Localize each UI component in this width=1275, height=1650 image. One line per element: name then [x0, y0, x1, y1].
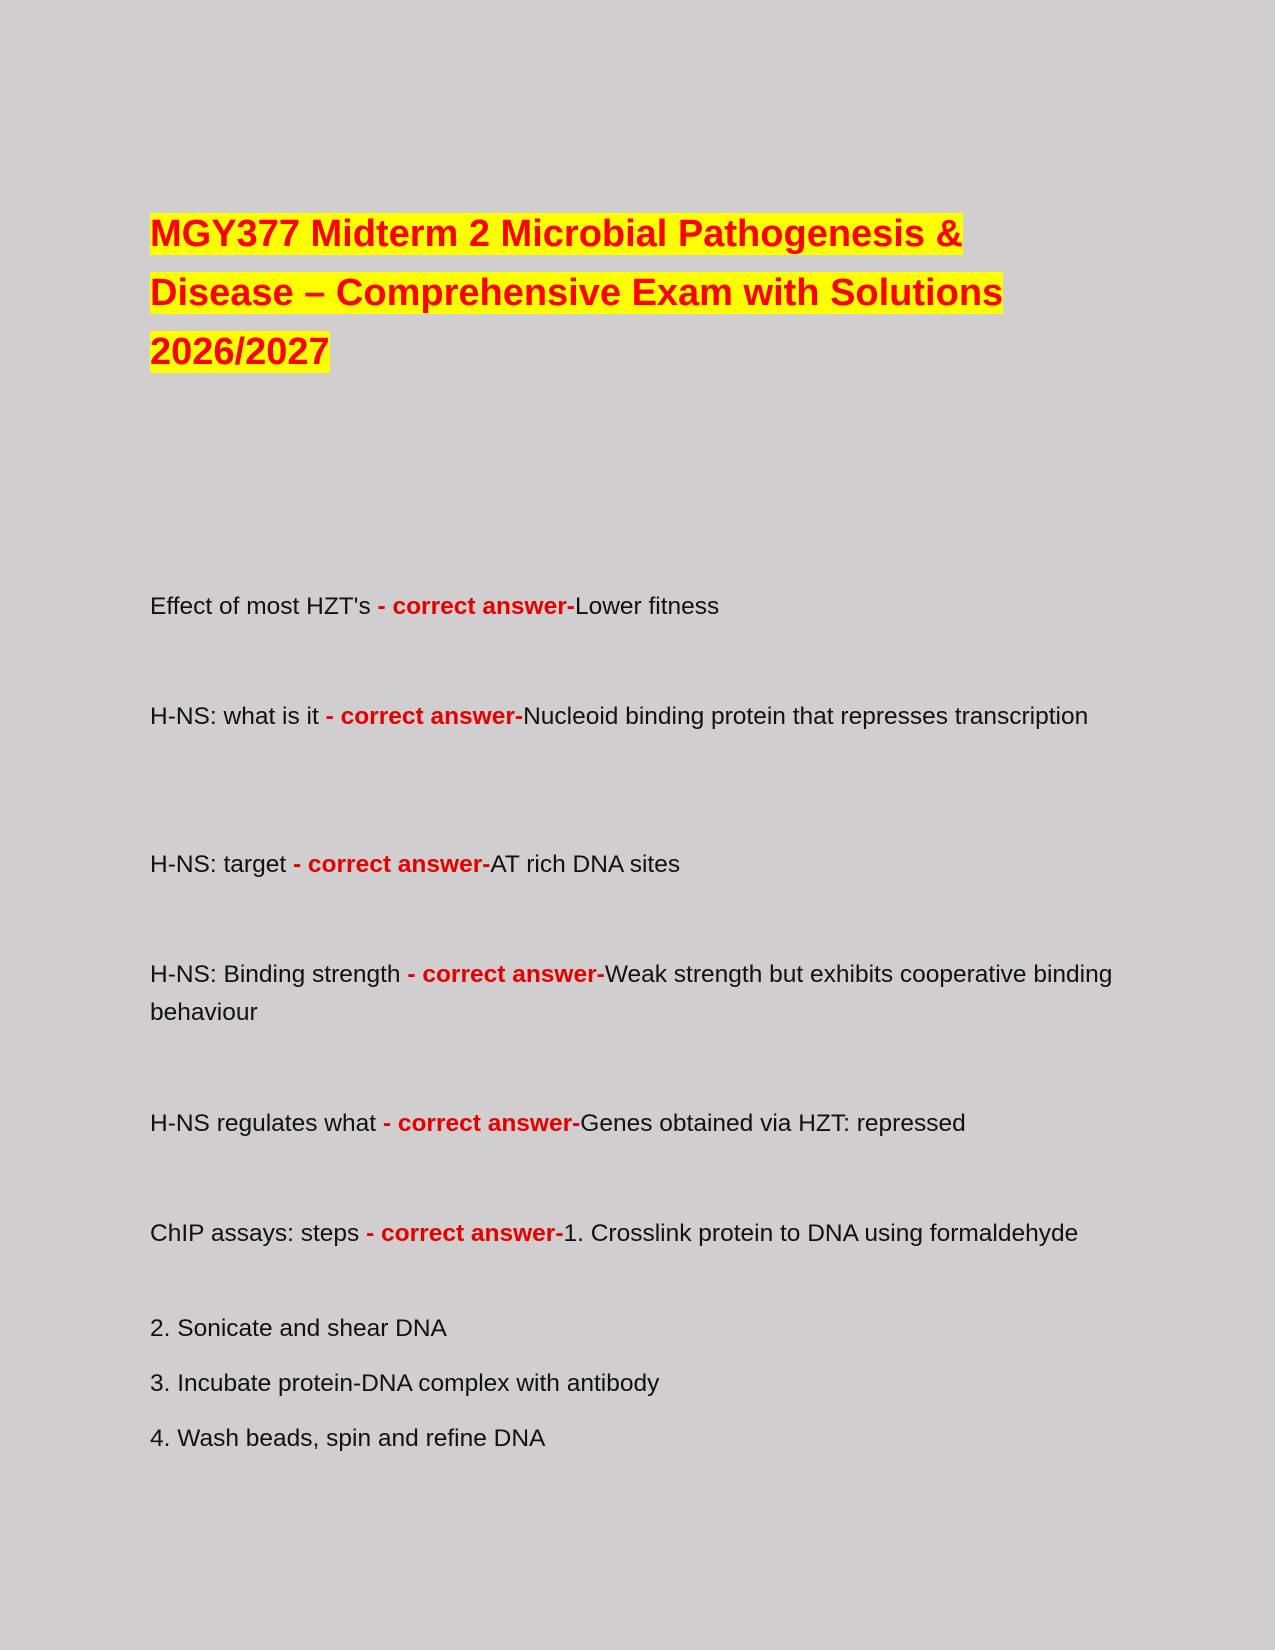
qa-item	[150, 588, 1140, 626]
qa-item	[150, 1215, 1140, 1253]
document-page	[150, 0, 1140, 1650]
title-line-3: 2026/2027	[150, 331, 330, 373]
answer-text: Lower fitness	[574, 593, 720, 620]
answer-marker: - correct answer-	[382, 1110, 581, 1137]
answer-marker: - correct answer-	[377, 593, 575, 620]
answer-marker: - correct answer-	[407, 961, 605, 988]
list-item: 3. Incubate protein-DNA complex with antibody	[150, 1370, 660, 1397]
question-text: H-NS: target	[150, 851, 293, 878]
qa-item	[150, 846, 1140, 884]
answer-text: Genes obtained via HZT: repressed	[580, 1110, 966, 1137]
title-line-1: MGY377 Midterm 2 Microbial Pathogenesis &	[150, 213, 963, 255]
answer-text: Nucleoid binding protein that represses transcription	[523, 703, 1089, 730]
answer-text: 1. Crosslink protein to DNA using formaldehyde	[563, 1220, 1079, 1247]
answer-marker: - correct answer-	[292, 851, 491, 878]
title-line-2: Disease – Comprehensive Exam with Solutions	[150, 272, 1004, 314]
qa-item	[150, 1105, 1140, 1143]
qa-item	[150, 956, 1140, 1032]
answer-marker: - correct answer-	[325, 703, 524, 730]
question-text: ChIP assays: steps	[150, 1220, 367, 1247]
list-item: 4. Wash beads, spin and refine DNA	[150, 1425, 546, 1452]
answer-text: AT rich DNA sites	[490, 851, 681, 878]
answer-marker: - correct answer-	[366, 1220, 564, 1247]
document-title	[150, 205, 1110, 382]
question-text: Effect of most HZT's	[150, 593, 378, 620]
question-text: H-NS: what is it	[150, 703, 326, 730]
question-text: H-NS: Binding strength	[150, 961, 408, 988]
qa-item	[150, 698, 1140, 736]
answer-text: Weak strength but exhibits cooperative binding behaviour	[150, 961, 1113, 1026]
question-text: H-NS regulates what	[150, 1110, 383, 1137]
list-item: 2. Sonicate and shear DNA	[150, 1315, 447, 1342]
